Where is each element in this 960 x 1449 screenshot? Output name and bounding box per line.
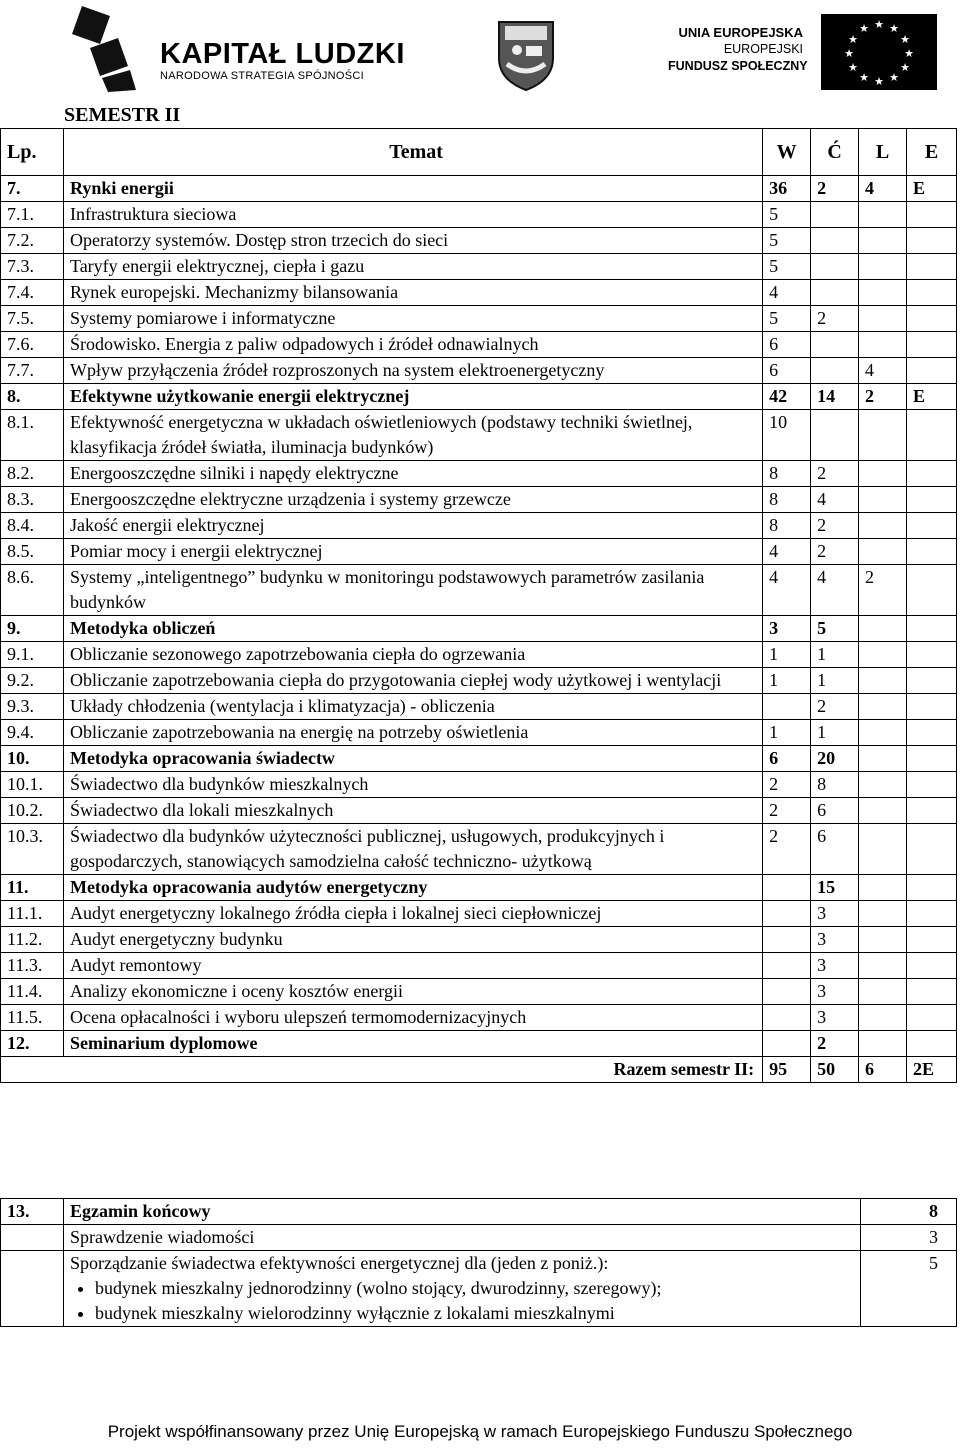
cell-w: 6 — [763, 746, 811, 772]
cell-temat: Obliczanie zapotrzebowania na energię na potrzeby oświetlenia — [63, 720, 762, 746]
svg-text:★: ★ — [859, 22, 869, 35]
cell-w: 1 — [763, 668, 811, 694]
cell-c — [811, 202, 859, 228]
cell-e — [906, 410, 956, 461]
eu-flag-icon — [821, 14, 937, 90]
cell-l — [859, 798, 907, 824]
table-row — [1, 901, 957, 927]
cell-w: 5 — [763, 228, 811, 254]
cell-temat: Efektywne użytkowanie energii elektrycznej — [63, 384, 762, 410]
cell-e — [906, 539, 956, 565]
final-row-1 — [1, 1225, 957, 1251]
cell-w — [763, 953, 811, 979]
total-row — [1, 1057, 957, 1083]
table-row — [1, 280, 957, 306]
col-c: Ć — [811, 129, 859, 176]
cell-temat: Środowisko. Energia z paliw odpadowych i źródeł odnawialnych — [63, 332, 762, 358]
cell-lp: 9.1. — [1, 642, 64, 668]
svg-text:★: ★ — [874, 75, 884, 88]
footer-text: Projekt współfinansowany przez Unię Europejską w ramach Europejskiego Funduszu Społecznego — [107, 1422, 853, 1441]
cell-w: 2 — [763, 772, 811, 798]
cell-c — [811, 332, 859, 358]
cell-temat: Rynek europejski. Mechanizmy bilansowania — [63, 280, 762, 306]
cell-l — [859, 953, 907, 979]
cell-l — [859, 228, 907, 254]
table-row — [1, 487, 957, 513]
cell-l — [859, 694, 907, 720]
section-row — [1, 1031, 957, 1057]
final-title: Egzamin końcowy — [63, 1199, 860, 1225]
cell-c: 8 — [811, 772, 859, 798]
final-exam-row — [1, 1199, 957, 1225]
cell-w — [763, 1005, 811, 1031]
cell-w — [763, 694, 811, 720]
section-row — [1, 176, 957, 202]
final-row-2-hours: 5 — [861, 1251, 957, 1327]
table-row — [1, 202, 957, 228]
cell-temat: Energooszczędne elektryczne urządzenia i systemy grzewcze — [63, 487, 762, 513]
cell-lp: 11.5. — [1, 1005, 64, 1031]
cell-w: 5 — [763, 306, 811, 332]
final-row-2-text: Sporządzanie świadectwa efektywności energetycznej dla (jeden z poniż.): — [69, 1253, 609, 1273]
ue-line1: UNIA EUROPEJSKA — [678, 25, 803, 40]
cell-c: 3 — [811, 927, 859, 953]
cell-l: 4 — [859, 358, 907, 384]
cell-w: 8 — [763, 513, 811, 539]
table-row — [1, 228, 957, 254]
col-lp: Lp. — [1, 129, 64, 176]
college-shield-icon — [493, 18, 559, 92]
cell-temat: Efektywność energetyczna w układach oświetleniowych (podstawy techniki świetlnej, klasyfikacja źródeł światła, iluminacja budynków) — [63, 410, 762, 461]
final-row-1-lp — [1, 1225, 64, 1251]
cell-lp: 8.2. — [1, 461, 64, 487]
cell-l — [859, 720, 907, 746]
table-body — [1, 176, 957, 1057]
cell-w: 2 — [763, 824, 811, 875]
cell-temat: Metodyka opracowania świadectw — [63, 746, 762, 772]
cell-lp: 9.4. — [1, 720, 64, 746]
cell-l — [859, 202, 907, 228]
cell-lp: 7. — [1, 176, 64, 202]
cell-lp: 7.1. — [1, 202, 64, 228]
svg-text:★: ★ — [848, 33, 858, 46]
cell-w — [763, 875, 811, 901]
cell-l — [859, 642, 907, 668]
cell-temat: Operatorzy systemów. Dostęp stron trzecich do sieci — [63, 228, 762, 254]
cell-w — [763, 927, 811, 953]
cell-e — [906, 202, 956, 228]
cell-lp: 11.1. — [1, 901, 64, 927]
svg-text:★: ★ — [889, 22, 899, 35]
kapital-ludzki-logo — [70, 4, 405, 92]
cell-lp: 10.3. — [1, 824, 64, 875]
svg-text:★: ★ — [900, 61, 910, 74]
cell-temat: Audyt energetyczny budynku — [63, 927, 762, 953]
col-w: W — [763, 129, 811, 176]
semester-title: SEMESTR II — [64, 104, 181, 126]
cell-temat: Taryfy energii elektrycznej, ciepła i gazu — [63, 254, 762, 280]
cell-e — [906, 979, 956, 1005]
table-row — [1, 539, 957, 565]
svg-text:★: ★ — [859, 71, 869, 84]
cell-l — [859, 616, 907, 642]
col-l: L — [859, 129, 907, 176]
cell-e — [906, 332, 956, 358]
cell-e — [906, 901, 956, 927]
table-row — [1, 332, 957, 358]
svg-text:★: ★ — [874, 18, 884, 31]
cell-e — [906, 668, 956, 694]
svg-text:★: ★ — [889, 71, 899, 84]
cell-lp: 11. — [1, 875, 64, 901]
svg-text:★: ★ — [900, 33, 910, 46]
svg-text:★: ★ — [904, 47, 914, 60]
cell-w: 4 — [763, 280, 811, 306]
section-row — [1, 616, 957, 642]
bullet-1: • budynek mieszkalny jednorodzinny (wolno stojący, dwurodzinny, szeregowy); — [95, 1276, 860, 1301]
cell-c: 1 — [811, 668, 859, 694]
cell-lp: 8.6. — [1, 565, 64, 616]
cell-w — [763, 901, 811, 927]
cell-lp: 8.3. — [1, 487, 64, 513]
cell-lp: 10.1. — [1, 772, 64, 798]
cell-e — [906, 306, 956, 332]
cell-c: 20 — [811, 746, 859, 772]
cell-c: 3 — [811, 1005, 859, 1031]
cell-c: 4 — [811, 565, 859, 616]
cell-temat: Układy chłodzenia (wentylacja i klimatyzacja) - obliczenia — [63, 694, 762, 720]
cell-e — [906, 358, 956, 384]
total-w: 95 — [763, 1057, 811, 1083]
table-row — [1, 254, 957, 280]
cell-l — [859, 1031, 907, 1057]
cell-lp: 7.7. — [1, 358, 64, 384]
cell-w: 6 — [763, 332, 811, 358]
cell-c: 4 — [811, 487, 859, 513]
cell-temat: Jakość energii elektrycznej — [63, 513, 762, 539]
cell-w: 6 — [763, 358, 811, 384]
cell-temat: Rynki energii — [63, 176, 762, 202]
cell-lp: 11.4. — [1, 979, 64, 1005]
ue-text — [668, 24, 808, 75]
table-row — [1, 461, 957, 487]
cell-temat: Energooszczędne silniki i napędy elektryczne — [63, 461, 762, 487]
cell-e — [906, 824, 956, 875]
cell-c — [811, 358, 859, 384]
ue-line3: FUNDUSZ SPOŁECZNY — [668, 59, 808, 73]
kapital-ludzki-emblem-icon — [70, 4, 152, 92]
cell-c: 2 — [811, 513, 859, 539]
cell-w: 10 — [763, 410, 811, 461]
col-temat: Temat — [63, 129, 762, 176]
cell-l — [859, 875, 907, 901]
total-label: Razem semestr II: — [1, 1057, 763, 1083]
cell-e — [906, 565, 956, 616]
cell-l: 2 — [859, 384, 907, 410]
cell-c — [811, 280, 859, 306]
cell-c: 15 — [811, 875, 859, 901]
table-row — [1, 772, 957, 798]
cell-c: 14 — [811, 384, 859, 410]
cell-temat: Wpływ przyłączenia źródeł rozproszonych na system elektroenergetyczny — [63, 358, 762, 384]
cell-c: 3 — [811, 953, 859, 979]
cell-lp: 7.6. — [1, 332, 64, 358]
final-row-1-text: Sprawdzenie wiadomości — [63, 1225, 860, 1251]
cell-l: 2 — [859, 565, 907, 616]
cell-e — [906, 616, 956, 642]
cell-c: 2 — [811, 1031, 859, 1057]
cell-l — [859, 539, 907, 565]
cell-e: E — [906, 176, 956, 202]
cell-w: 5 — [763, 254, 811, 280]
cell-lp: 11.2. — [1, 927, 64, 953]
cell-l — [859, 1005, 907, 1031]
final-row-2 — [1, 1251, 957, 1327]
cell-lp: 10.2. — [1, 798, 64, 824]
cell-temat: Audyt remontowy — [63, 953, 762, 979]
section-row — [1, 875, 957, 901]
table-row — [1, 694, 957, 720]
page-header — [0, 0, 960, 100]
cell-w — [763, 979, 811, 1005]
table-row — [1, 513, 957, 539]
cell-e — [906, 953, 956, 979]
cell-lp: 8.1. — [1, 410, 64, 461]
cell-temat: Obliczanie zapotrzebowania ciepła do przygotowania ciepłej wody użytkowej i wentylacji — [63, 668, 762, 694]
cell-e — [906, 746, 956, 772]
cell-e — [906, 927, 956, 953]
cell-w: 3 — [763, 616, 811, 642]
cell-c: 2 — [811, 176, 859, 202]
cell-lp: 8.4. — [1, 513, 64, 539]
cell-w: 8 — [763, 461, 811, 487]
cell-temat: Świadectwo dla budynków użyteczności publicznej, usługowych, produkcyjnych i gospodarczych, stanowiących samodzielna całość techniczno- użytkową — [63, 824, 762, 875]
table-row — [1, 642, 957, 668]
cell-c — [811, 228, 859, 254]
building-type-list — [70, 1276, 860, 1326]
cell-e — [906, 642, 956, 668]
cell-c: 1 — [811, 720, 859, 746]
curriculum-table — [0, 128, 957, 1083]
total-l: 6 — [859, 1057, 907, 1083]
cell-w: 5 — [763, 202, 811, 228]
final-exam-table — [0, 1198, 957, 1327]
kl-title: KAPITAŁ LUDZKI — [160, 38, 405, 70]
cell-lp: 7.4. — [1, 280, 64, 306]
cell-temat: Systemy „inteligentnego” budynku w monitoringu podstawowych parametrów zasilania budynków — [63, 565, 762, 616]
cell-e — [906, 280, 956, 306]
cell-lp: 11.3. — [1, 953, 64, 979]
cell-temat: Pomiar mocy i energii elektrycznej — [63, 539, 762, 565]
cell-l — [859, 306, 907, 332]
cell-e — [906, 694, 956, 720]
cell-lp: 7.2. — [1, 228, 64, 254]
cell-temat: Audyt energetyczny lokalnego źródła ciepła i lokalnej sieci ciepłowniczej — [63, 901, 762, 927]
cell-c: 1 — [811, 642, 859, 668]
kl-subtitle: NARODOWA STRATEGIA SPÓJNOŚCI — [160, 70, 364, 82]
cell-e — [906, 254, 956, 280]
cell-c: 2 — [811, 539, 859, 565]
cell-c: 3 — [811, 979, 859, 1005]
cell-e — [906, 1031, 956, 1057]
cell-c: 2 — [811, 461, 859, 487]
table-row — [1, 565, 957, 616]
cell-l — [859, 487, 907, 513]
table-row — [1, 668, 957, 694]
cell-l — [859, 772, 907, 798]
cell-e — [906, 513, 956, 539]
cell-temat: Metodyka opracowania audytów energetyczny — [63, 875, 762, 901]
cell-lp: 9.3. — [1, 694, 64, 720]
cell-l — [859, 254, 907, 280]
cell-l — [859, 410, 907, 461]
cell-c — [811, 254, 859, 280]
final-lp: 13. — [1, 1199, 64, 1225]
ue-logo — [668, 10, 958, 90]
cell-w: 36 — [763, 176, 811, 202]
cell-c: 3 — [811, 901, 859, 927]
section-row — [1, 746, 957, 772]
cell-lp: 9.2. — [1, 668, 64, 694]
cell-w: 1 — [763, 642, 811, 668]
cell-l — [859, 513, 907, 539]
table-row — [1, 979, 957, 1005]
cell-lp: 12. — [1, 1031, 64, 1057]
table-row — [1, 306, 957, 332]
svg-text:★: ★ — [848, 61, 858, 74]
cell-l — [859, 824, 907, 875]
cell-l — [859, 901, 907, 927]
cell-e — [906, 487, 956, 513]
ue-line2: EUROPEJSKI — [723, 42, 803, 56]
table-row — [1, 953, 957, 979]
cell-c: 2 — [811, 306, 859, 332]
cell-e — [906, 720, 956, 746]
cell-l — [859, 668, 907, 694]
cell-l — [859, 927, 907, 953]
table-row — [1, 824, 957, 875]
cell-c: 2 — [811, 694, 859, 720]
final-row-1-hours: 3 — [861, 1225, 957, 1251]
table-row — [1, 798, 957, 824]
cell-temat: Analizy ekonomiczne i oceny kosztów energii — [63, 979, 762, 1005]
table-header-row — [1, 129, 957, 176]
cell-temat: Świadectwo dla lokali mieszkalnych — [63, 798, 762, 824]
cell-temat: Systemy pomiarowe i informatyczne — [63, 306, 762, 332]
cell-l — [859, 979, 907, 1005]
cell-w: 8 — [763, 487, 811, 513]
final-hours: 8 — [861, 1199, 957, 1225]
col-e: E — [906, 129, 956, 176]
cell-l — [859, 332, 907, 358]
cell-lp: 10. — [1, 746, 64, 772]
cell-temat: Infrastruktura sieciowa — [63, 202, 762, 228]
cell-e — [906, 798, 956, 824]
table-row — [1, 358, 957, 384]
cell-e — [906, 461, 956, 487]
final-row-2-content — [63, 1251, 860, 1327]
cell-lp: 8.5. — [1, 539, 64, 565]
final-row-2-lp — [1, 1251, 64, 1327]
cell-l — [859, 746, 907, 772]
cell-l — [859, 461, 907, 487]
cell-w — [763, 1031, 811, 1057]
cell-lp: 9. — [1, 616, 64, 642]
cell-lp: 7.5. — [1, 306, 64, 332]
section-row — [1, 384, 957, 410]
table-row — [1, 1005, 957, 1031]
total-e: 2E — [906, 1057, 956, 1083]
collegium-emblem — [493, 18, 559, 92]
cell-temat: Metodyka obliczeń — [63, 616, 762, 642]
cell-c: 6 — [811, 798, 859, 824]
total-c: 50 — [811, 1057, 859, 1083]
cell-temat: Ocena opłacalności i wyboru ulepszeń termomodernizacyjnych — [63, 1005, 762, 1031]
table-row — [1, 927, 957, 953]
cell-w: 4 — [763, 539, 811, 565]
cell-lp: 7.3. — [1, 254, 64, 280]
table-row — [1, 720, 957, 746]
table-row — [1, 410, 957, 461]
cell-c: 6 — [811, 824, 859, 875]
cell-l — [859, 280, 907, 306]
bullet-2: • budynek mieszkalny wielorodzinny wyłącznie z lokalami mieszkalnymi — [95, 1301, 860, 1326]
svg-text:★: ★ — [844, 47, 854, 60]
cell-temat: Obliczanie sezonowego zapotrzebowania ciepła do ogrzewania — [63, 642, 762, 668]
cell-e — [906, 228, 956, 254]
cell-e — [906, 875, 956, 901]
cell-c — [811, 410, 859, 461]
cell-lp: 8. — [1, 384, 64, 410]
cell-l: 4 — [859, 176, 907, 202]
cell-w: 1 — [763, 720, 811, 746]
cell-e — [906, 1005, 956, 1031]
cell-w: 4 — [763, 565, 811, 616]
cell-w: 42 — [763, 384, 811, 410]
cell-temat: Seminarium dyplomowe — [63, 1031, 762, 1057]
cell-e: E — [906, 384, 956, 410]
cell-w: 2 — [763, 798, 811, 824]
cell-e — [906, 772, 956, 798]
cell-temat: Świadectwo dla budynków mieszkalnych — [63, 772, 762, 798]
cell-c: 5 — [811, 616, 859, 642]
